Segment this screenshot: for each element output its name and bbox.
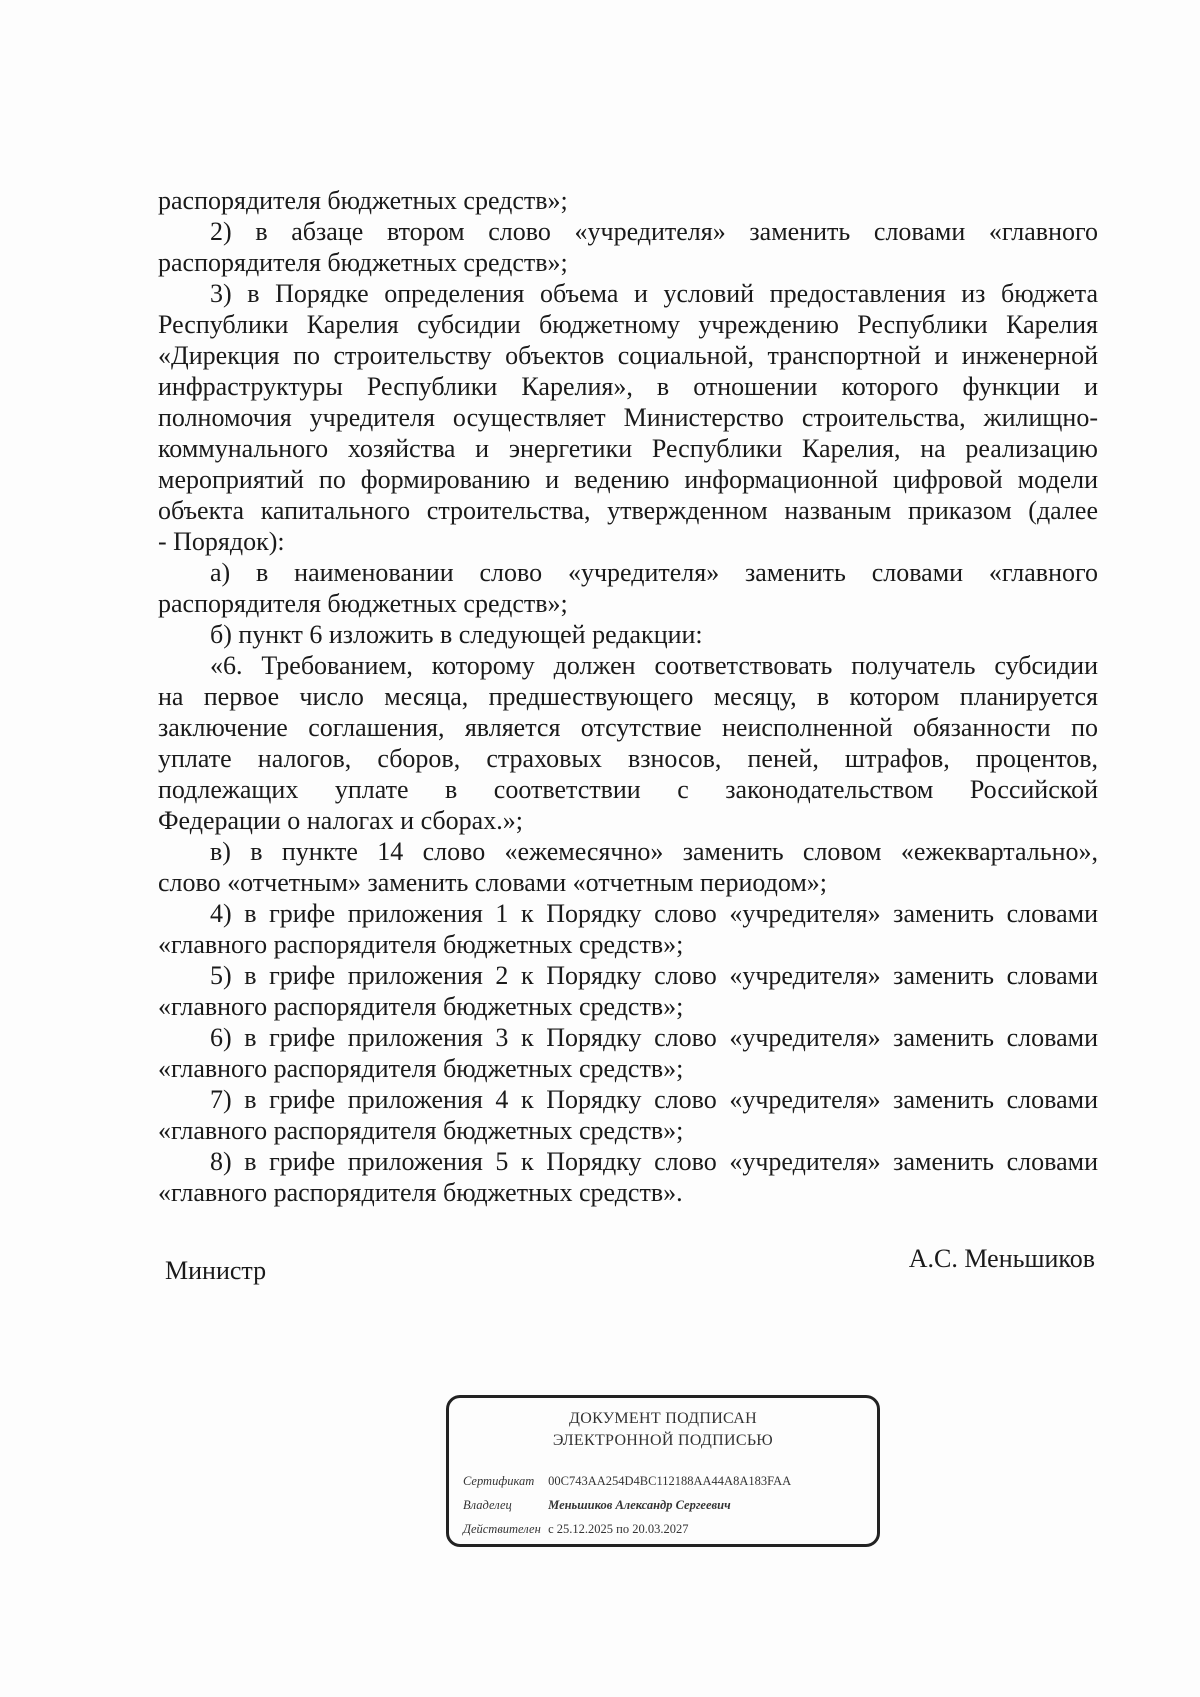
signer-name: А.С. Меньшиков bbox=[908, 1244, 1095, 1273]
body-line: - Порядок): bbox=[158, 527, 285, 556]
body-line: б) пункт 6 изложить в следующей редакции: bbox=[210, 620, 703, 649]
validity-value: с 25.12.2025 по 20.03.2027 bbox=[548, 1522, 689, 1536]
body-line: заключение соглашения, является отсутствие неисполненной обязанности по bbox=[158, 713, 1098, 742]
stamp-title: ДОКУМЕНТ ПОДПИСАН bbox=[569, 1410, 757, 1427]
owner-value: Меньшиков Александр Сергеевич bbox=[548, 1498, 731, 1512]
validity-label: Действителен bbox=[463, 1522, 541, 1536]
body-line: объекта капитального строительства, утвержденном названым приказом (далее bbox=[158, 496, 1098, 525]
body-line: полномочия учредителя осуществляет Министерство строительства, жилищно- bbox=[158, 403, 1098, 432]
body-line: Федерации о налогах и сборах.»; bbox=[158, 806, 523, 835]
body-line: 4) в грифе приложения 1 к Порядку слово «учредителя» заменить словами bbox=[210, 899, 1098, 928]
body-line: в) в пункте 14 слово «ежемесячно» заменить словом «ежеквартально», bbox=[210, 837, 1098, 866]
stamp-subtitle: ЭЛЕКТРОННОЙ ПОДПИСЬЮ bbox=[552, 1432, 774, 1449]
body-line: а) в наименовании слово «учредителя» заменить словами «главного bbox=[210, 558, 1098, 587]
body-line: «главного распорядителя бюджетных средств»; bbox=[158, 930, 684, 959]
body-line: слово «отчетным» заменить словами «отчетным периодом»; bbox=[158, 868, 828, 897]
body-line: «главного распорядителя бюджетных средств»; bbox=[158, 1116, 684, 1145]
body-line: уплате налогов, сборов, страховых взносов, пеней, штрафов, процентов, bbox=[158, 744, 1098, 773]
body-line: 6) в грифе приложения 3 к Порядку слово «учредителя» заменить словами bbox=[210, 1023, 1098, 1052]
signer-role: Министр bbox=[165, 1256, 267, 1285]
body-line: коммунального хозяйства и энергетики Республики Карелия, на реализацию bbox=[158, 434, 1098, 463]
owner-label: Владелец bbox=[463, 1498, 512, 1512]
certificate-value: 00C743AA254D4BC112188AA44A8A183FAA bbox=[548, 1474, 792, 1488]
body-line: 3) в Порядке определения объема и условий предоставления из бюджета bbox=[210, 279, 1098, 308]
body-line: «главного распорядителя бюджетных средств»; bbox=[158, 1054, 684, 1083]
body-line: «главного распорядителя бюджетных средств»; bbox=[158, 992, 684, 1021]
body-line: распорядителя бюджетных средств»; bbox=[158, 248, 568, 277]
body-line: 7) в грифе приложения 4 к Порядку слово «учредителя» заменить словами bbox=[210, 1085, 1098, 1114]
body-line: «6. Требованием, которому должен соответствовать получатель субсидии bbox=[210, 651, 1098, 680]
stamp-owner-row bbox=[463, 1498, 731, 1513]
body-line: 5) в грифе приложения 2 к Порядку слово «учредителя» заменить словами bbox=[210, 961, 1098, 990]
body-line: Республики Карелия субсидии бюджетному учреждению Республики Карелия bbox=[158, 310, 1098, 339]
body-line: на первое число месяца, предшествующего месяцу, в котором планируется bbox=[158, 682, 1098, 711]
body-line: «Дирекция по строительству объектов социальной, транспортной и инженерной bbox=[158, 341, 1098, 370]
body-line: мероприятий по формированию и ведению информационной цифровой модели bbox=[158, 465, 1098, 494]
body-line: «главного распорядителя бюджетных средств». bbox=[158, 1178, 683, 1207]
body-line: 8) в грифе приложения 5 к Порядку слово «учредителя» заменить словами bbox=[210, 1147, 1098, 1176]
body-line: инфраструктуры Республики Карелия», в отношении которого функции и bbox=[158, 372, 1098, 401]
body-line: распорядителя бюджетных средств»; bbox=[158, 589, 568, 618]
document-body bbox=[158, 185, 1098, 1208]
body-line: распорядителя бюджетных средств»; bbox=[158, 186, 568, 215]
electronic-signature-stamp bbox=[446, 1395, 880, 1547]
stamp-certificate-row bbox=[463, 1474, 791, 1489]
body-line: 2) в абзаце втором слово «учредителя» заменить словами «главного bbox=[210, 217, 1098, 246]
stamp-validity-row bbox=[463, 1522, 689, 1537]
body-line: подлежащих уплате в соответствии с законодательством Российской bbox=[158, 775, 1098, 804]
certificate-label: Сертификат bbox=[463, 1474, 535, 1488]
